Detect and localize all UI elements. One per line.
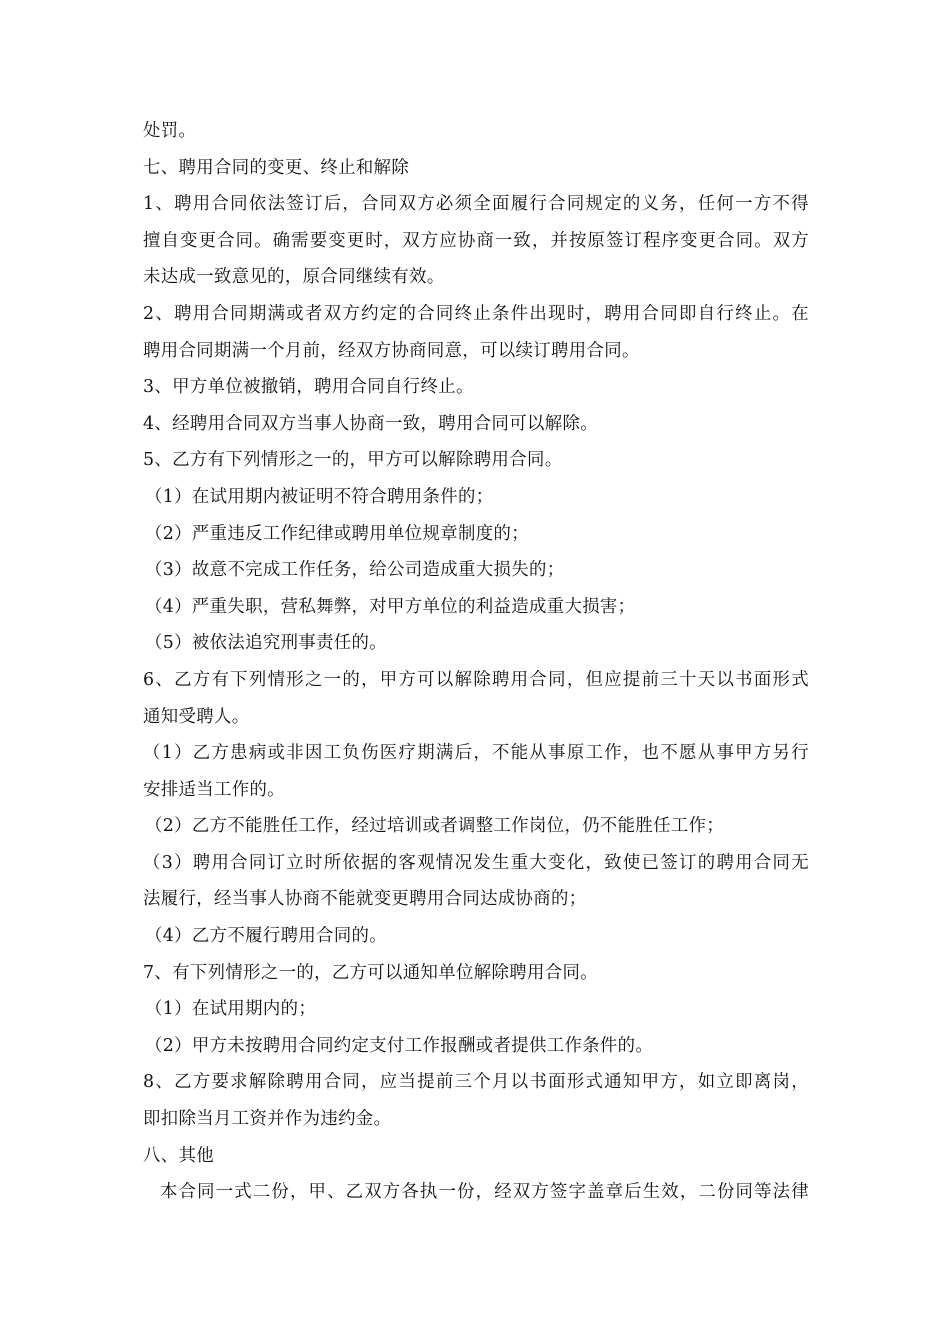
clause-6-line-2: 通知受聘人。 [143, 706, 250, 727]
clause-4: 4、经聘用合同双方当事人协商一致，聘用合同可以解除。 [143, 413, 598, 434]
clause-5-item-2: （2）严重违反工作纪律或聘用单位规章制度的； [145, 523, 529, 544]
clause-1-line-2: 擅自变更合同。确需要变更时，双方应协商一致，并按原签订程序变更合同。双方 [143, 230, 809, 251]
clause-6-item-3-line-1: （3）聘用合同订立时所依据的客观情况发生重大变化，致使已签订的聘用合同无 [143, 852, 809, 873]
clause-5: 5、乙方有下列情形之一的，甲方可以解除聘用合同。 [143, 450, 563, 471]
other-paragraph-line-1: 本合同一式二份，甲、乙双方各执一份，经双方签字盖章后生效，二份同等法律 [160, 1182, 809, 1203]
clause-6-item-2: （2）乙方不能胜任工作，经过培训或者调整工作岗位，仍不能胜任工作； [145, 816, 725, 837]
clause-6-item-3-line-2: 法履行，经当事人协商不能就变更聘用合同达成协商的； [143, 889, 587, 910]
clause-5-item-3: （3）故意不完成工作任务，给公司造成重大损失的； [145, 560, 565, 581]
clause-7-item-1: （1）在试用期内的； [145, 999, 317, 1020]
text-line: 处罚。 [143, 121, 197, 141]
section-heading-8: 八、其他 [143, 1145, 214, 1166]
clause-8-line-2: 即扣除当月工资并作为违约金。 [143, 1109, 392, 1130]
clause-7-item-2: （2）甲方未按聘用合同约定支付工作报酬或者提供工作条件的。 [145, 1035, 654, 1056]
clause-8-line-1: 8、乙方要求解除聘用合同，应当提前三个月以书面形式通知甲方，如立即离岗， [143, 1072, 809, 1093]
clause-7: 7、有下列情形之一的，乙方可以通知单位解除聘用合同。 [143, 962, 598, 983]
clause-1-line-3: 未达成一致意见的，原合同继续有效。 [143, 267, 445, 288]
section-heading-7: 七、聘用合同的变更、终止和解除 [143, 157, 410, 178]
clause-6-line-1: 6、乙方有下列情形之一的，甲方可以解除聘用合同，但应提前三十天以书面形式 [143, 669, 809, 690]
clause-3: 3、甲方单位被撤销，聘用合同自行终止。 [143, 377, 474, 398]
clause-2-line-2: 聘用合同期满一个月前，经双方协商同意，可以续订聘用合同。 [143, 340, 640, 361]
document-page [143, 113, 809, 1211]
clause-5-item-1: （1）在试用期内被证明不符合聘用条件的； [145, 486, 494, 507]
clause-6-item-4: （4）乙方不履行聘用合同的。 [145, 926, 388, 947]
clause-1-line-1: 1、聘用合同依法签订后，合同双方必须全面履行合同规定的义务，任何一方不得 [143, 194, 809, 215]
clause-6-item-1-line-2: 安排适当工作的。 [143, 779, 285, 800]
clause-6-item-1-line-1: （1）乙方患病或非因工负伤医疗期满后，不能从事原工作，也不愿从事甲方另行 [143, 743, 809, 764]
clause-5-item-4: （4）严重失职，营私舞弊，对甲方单位的利益造成重大损害； [145, 596, 636, 617]
clause-2-line-1: 2、聘用合同期满或者双方约定的合同终止条件出现时，聘用合同即自行终止。在 [143, 303, 809, 324]
clause-5-item-5: （5）被依法追究刑事责任的。 [145, 633, 388, 654]
